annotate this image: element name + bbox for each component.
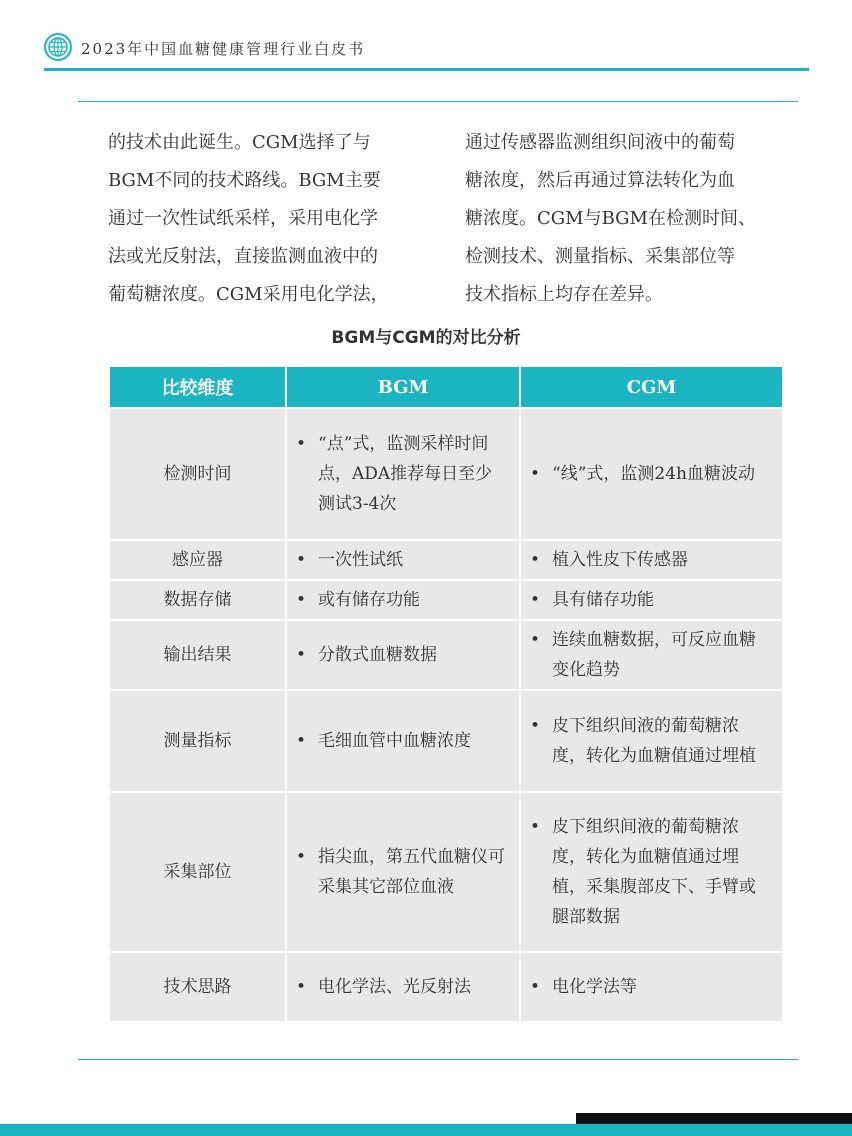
page-header: [0, 0, 852, 72]
dimension-cell: 技术思路: [110, 952, 286, 1022]
dimension-cell: 感应器: [110, 540, 286, 580]
bullet-icon: •: [530, 464, 541, 484]
table-row: [110, 540, 782, 580]
bullet-icon: •: [296, 731, 307, 751]
divider-top: [78, 101, 798, 102]
bgm-text: 或有储存功能: [318, 590, 420, 610]
bullet-icon: •: [296, 550, 307, 570]
bgm-text: 一次性试纸: [318, 550, 403, 570]
intro-line: 通过一次性试纸采样，采用电化学: [108, 208, 378, 229]
footer-band: [0, 1124, 852, 1136]
divider-bottom: [78, 1059, 798, 1060]
intro-right-column: [465, 124, 815, 314]
bullet-icon: •: [530, 630, 541, 650]
cgm-text: “线”式，监测24h血糖波动: [552, 464, 755, 484]
bgm-text: 电化学法、光反射法: [318, 977, 471, 997]
intro-line: 葡萄糖浓度。CGM采用电化学法，: [108, 284, 389, 305]
bullet-icon: •: [296, 847, 307, 867]
table-header-row: [110, 367, 782, 408]
bullet-icon: •: [296, 590, 307, 610]
table-row: [110, 690, 782, 792]
cgm-cell: [520, 620, 782, 690]
table-row: [110, 580, 782, 620]
cgm-cell: [520, 792, 782, 952]
bgm-cell: [286, 952, 520, 1022]
column-header: 比较维度: [110, 367, 286, 408]
table-row: [110, 792, 782, 952]
bullet-icon: •: [296, 434, 307, 454]
cgm-cell: [520, 952, 782, 1022]
column-header: BGM: [286, 367, 520, 408]
cgm-text: 具有储存功能: [552, 590, 654, 610]
bgm-cell: [286, 690, 520, 792]
intro-line: BGM不同的技术路线。BGM主要: [108, 170, 381, 191]
dimension-cell: 数据存储: [110, 580, 286, 620]
intro-left-column: [108, 124, 453, 314]
bgm-text: 毛细血管中血糖浓度: [318, 731, 471, 751]
globe-icon: [44, 33, 72, 61]
header-rule: [44, 68, 809, 71]
bullet-icon: •: [530, 977, 541, 997]
dimension-cell: 检测时间: [110, 408, 286, 540]
cgm-text: 连续血糖数据，可反应血糖变化趋势: [552, 630, 756, 680]
bullet-icon: •: [296, 645, 307, 665]
column-header: CGM: [520, 367, 782, 408]
intro-line: 糖浓度。CGM与BGM在检测时间、: [465, 208, 756, 229]
bgm-text: 分散式血糖数据: [318, 645, 437, 665]
bgm-text: “点”式，监测采样时间点，ADA推荐每日至少测试3-4次: [318, 434, 493, 514]
bullet-icon: •: [530, 550, 541, 570]
cgm-text: 皮下组织间液的葡萄糖浓度，转化为血糖值通过埋植: [552, 716, 756, 766]
cgm-text: 皮下组织间液的葡萄糖浓度，转化为血糖值通过埋植，采集腹部皮下、手臂或腿部数据: [552, 817, 756, 927]
bgm-cell: [286, 792, 520, 952]
dimension-cell: 输出结果: [110, 620, 286, 690]
bgm-cell: [286, 620, 520, 690]
bgm-cell: [286, 580, 520, 620]
document-title: 2023年中国血糖健康管理行业白皮书: [81, 40, 366, 58]
dimension-cell: 采集部位: [110, 792, 286, 952]
cgm-text: 植入性皮下传感器: [552, 550, 688, 570]
table-title: BGM与CGM的对比分析: [331, 328, 521, 348]
cgm-cell: [520, 690, 782, 792]
cgm-cell: [520, 408, 782, 540]
intro-line: 的技术由此诞生。CGM选择了与: [108, 132, 371, 153]
table-row: [110, 952, 782, 1022]
bullet-icon: •: [530, 590, 541, 610]
cgm-text: 电化学法等: [552, 977, 637, 997]
bullet-icon: •: [530, 716, 541, 736]
bgm-cell: [286, 540, 520, 580]
intro-line: 法或光反射法，直接监测血液中的: [108, 246, 378, 267]
bullet-icon: •: [296, 977, 307, 997]
table-row: [110, 408, 782, 540]
bullet-icon: •: [530, 817, 541, 837]
cgm-cell: [520, 540, 782, 580]
dimension-cell: 测量指标: [110, 690, 286, 792]
cgm-cell: [520, 580, 782, 620]
intro-line: 技术指标上均存在差异。: [465, 284, 663, 305]
comparison-table: [110, 367, 782, 1023]
intro-line: 糖浓度，然后再通过算法转化为血: [465, 170, 735, 191]
table-row: [110, 620, 782, 690]
intro-line: 通过传感器监测组织间液中的葡萄: [465, 132, 735, 153]
bgm-cell: [286, 408, 520, 540]
bgm-text: 指尖血，第五代血糖仪可采集其它部位血液: [318, 847, 505, 897]
intro-line: 检测技术、测量指标、采集部位等: [465, 246, 735, 267]
